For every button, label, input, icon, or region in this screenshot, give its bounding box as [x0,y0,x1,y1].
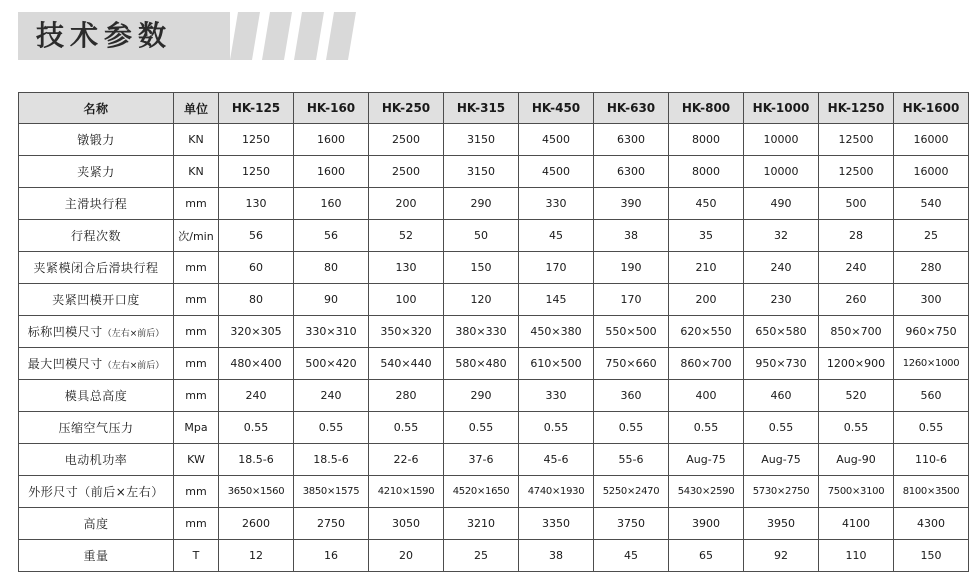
table-cell: 520 [819,380,894,412]
table-cell: 3650×1560 [219,476,294,508]
table-cell: 450 [669,188,744,220]
table-cell: 32 [744,220,819,252]
table-cell: 10000 [744,156,819,188]
table-cell: 22-6 [369,444,444,476]
table-cell: 80 [219,284,294,316]
table-cell: 145 [519,284,594,316]
table-row [19,380,969,412]
table-cell: 400 [669,380,744,412]
table-cell: 350×320 [369,316,444,348]
table-cell: 170 [594,284,669,316]
table-cell: 290 [444,188,519,220]
table-cell: 4100 [819,508,894,540]
table-cell: 0.55 [444,412,519,444]
table-cell: 38 [519,540,594,572]
table-cell: 110 [819,540,894,572]
table-cell: 230 [744,284,819,316]
table-cell: 480×400 [219,348,294,380]
table-cell: 7500×3100 [819,476,894,508]
row-unit: mm [174,348,219,380]
header-cell-model-6: HK-630 [594,93,669,124]
row-unit: KW [174,444,219,476]
table-cell: 550×500 [594,316,669,348]
table-row [19,540,969,572]
table-cell: 1600 [294,124,369,156]
table-cell: 280 [369,380,444,412]
spec-table [18,92,969,572]
table-cell: 100 [369,284,444,316]
table-cell: 1260×1000 [894,348,969,380]
table-cell: 18.5-6 [294,444,369,476]
table-cell: 1250 [219,124,294,156]
table-cell: 20 [369,540,444,572]
table-row [19,444,969,476]
table-row [19,252,969,284]
table-cell: 6300 [594,124,669,156]
header-cell-unit: 单位 [174,93,219,124]
header-cell-model-8: HK-1000 [744,93,819,124]
table-cell: 18.5-6 [219,444,294,476]
table-cell: 130 [219,188,294,220]
page-title: 技术参数 [36,19,173,52]
table-cell: 0.55 [519,412,594,444]
row-label: 高度 [19,508,174,540]
row-unit: Mpa [174,412,219,444]
table-cell: 330×310 [294,316,369,348]
table-cell: 3350 [519,508,594,540]
table-cell: 2500 [369,156,444,188]
table-cell: 200 [669,284,744,316]
table-cell: 25 [894,220,969,252]
row-label: 夹紧力 [19,156,174,188]
table-cell: 0.55 [819,412,894,444]
header-cell-model-9: HK-1250 [819,93,894,124]
table-cell: 240 [294,380,369,412]
table-cell: 360 [594,380,669,412]
spec-table-container [18,92,960,572]
table-cell: 5250×2470 [594,476,669,508]
slash-decoration-icon [230,12,350,60]
table-cell: 170 [519,252,594,284]
table-cell: 8100×3500 [894,476,969,508]
table-cell: Aug-75 [744,444,819,476]
row-label: 夹紧模闭合后滑块行程 [19,252,174,284]
table-cell: 38 [594,220,669,252]
table-cell: 320×305 [219,316,294,348]
table-cell: Aug-75 [669,444,744,476]
table-cell: 35 [669,220,744,252]
table-cell: 2750 [294,508,369,540]
table-row [19,124,969,156]
row-label: 电动机功率 [19,444,174,476]
table-cell: Aug-90 [819,444,894,476]
table-cell: 37-6 [444,444,519,476]
row-unit: 次/min [174,220,219,252]
row-unit: mm [174,380,219,412]
header-cell-model-2: HK-160 [294,93,369,124]
table-cell: 45 [594,540,669,572]
table-cell: 4300 [894,508,969,540]
table-row [19,316,969,348]
table-cell: 8000 [669,124,744,156]
row-unit: mm [174,316,219,348]
table-cell: 380×330 [444,316,519,348]
table-row [19,476,969,508]
row-label: 行程次数 [19,220,174,252]
table-cell: 500 [819,188,894,220]
row-unit: mm [174,252,219,284]
row-label: 模具总高度 [19,380,174,412]
table-cell: 1600 [294,156,369,188]
table-cell: 1200×900 [819,348,894,380]
row-unit: mm [174,284,219,316]
header-cell-model-3: HK-250 [369,93,444,124]
table-cell: 5430×2590 [669,476,744,508]
header-cell-model-4: HK-315 [444,93,519,124]
table-cell: 2500 [369,124,444,156]
table-cell: 3900 [669,508,744,540]
table-cell: 5730×2750 [744,476,819,508]
table-cell: 60 [219,252,294,284]
table-cell: 450×380 [519,316,594,348]
table-cell: 4520×1650 [444,476,519,508]
table-cell: 0.55 [219,412,294,444]
table-cell: 0.55 [594,412,669,444]
table-cell: 610×500 [519,348,594,380]
table-cell: 160 [294,188,369,220]
table-cell: 260 [819,284,894,316]
table-row [19,284,969,316]
table-cell: 150 [894,540,969,572]
table-cell: 4500 [519,124,594,156]
row-label: 镦锻力 [19,124,174,156]
table-cell: 12500 [819,156,894,188]
table-cell: 490 [744,188,819,220]
table-cell: 280 [894,252,969,284]
table-cell: 55-6 [594,444,669,476]
table-cell: 8000 [669,156,744,188]
table-cell: 330 [519,380,594,412]
table-row [19,188,969,220]
table-cell: 92 [744,540,819,572]
row-unit: KN [174,124,219,156]
table-row [19,508,969,540]
row-label: 外形尺寸（前后×左右） [19,476,174,508]
table-cell: 0.55 [369,412,444,444]
table-cell: 2600 [219,508,294,540]
table-cell: 4500 [519,156,594,188]
row-label: 压缩空气压力 [19,412,174,444]
table-row [19,348,969,380]
table-cell: 12 [219,540,294,572]
table-cell: 80 [294,252,369,284]
table-cell: 6300 [594,156,669,188]
table-cell: 960×750 [894,316,969,348]
table-cell: 52 [369,220,444,252]
header-cell-model-1: HK-125 [219,93,294,124]
table-cell: 120 [444,284,519,316]
table-cell: 12500 [819,124,894,156]
table-cell: 300 [894,284,969,316]
table-cell: 850×700 [819,316,894,348]
row-label: 重量 [19,540,174,572]
table-cell: 3210 [444,508,519,540]
table-cell: 10000 [744,124,819,156]
table-cell: 240 [819,252,894,284]
table-cell: 110-6 [894,444,969,476]
table-cell: 3150 [444,156,519,188]
table-cell: 650×580 [744,316,819,348]
header-banner [18,12,348,60]
table-cell: 540 [894,188,969,220]
row-unit: mm [174,188,219,220]
row-label-sub: （左右×前后） [102,361,165,371]
table-cell: 3950 [744,508,819,540]
table-cell: 4210×1590 [369,476,444,508]
table-cell: 240 [744,252,819,284]
table-cell: 190 [594,252,669,284]
table-cell: 56 [219,220,294,252]
table-row [19,220,969,252]
table-cell: 130 [369,252,444,284]
table-cell: 4740×1930 [519,476,594,508]
table-cell: 860×700 [669,348,744,380]
table-cell: 3850×1575 [294,476,369,508]
table-cell: 750×660 [594,348,669,380]
table-cell: 210 [669,252,744,284]
table-cell: 90 [294,284,369,316]
table-cell: 200 [369,188,444,220]
table-cell: 3050 [369,508,444,540]
header-cell-model-10: HK-1600 [894,93,969,124]
table-body [19,124,969,572]
table-cell: 45-6 [519,444,594,476]
table-row [19,156,969,188]
table-cell: 1250 [219,156,294,188]
table-cell: 25 [444,540,519,572]
row-label: 主滑块行程 [19,188,174,220]
row-label: 夹紧凹模开口度 [19,284,174,316]
table-cell: 500×420 [294,348,369,380]
table-header-row [19,93,969,124]
table-cell: 290 [444,380,519,412]
table-cell: 45 [519,220,594,252]
table-cell: 560 [894,380,969,412]
row-label: 标称凹模尺寸（左右×前后） [19,316,174,348]
row-unit: KN [174,156,219,188]
row-unit: mm [174,508,219,540]
table-cell: 950×730 [744,348,819,380]
header-cell-model-5: HK-450 [519,93,594,124]
table-cell: 460 [744,380,819,412]
table-cell: 390 [594,188,669,220]
row-label: 最大凹模尺寸（左右×前后） [19,348,174,380]
header-cell-name: 名称 [19,93,174,124]
table-cell: 0.55 [744,412,819,444]
table-cell: 330 [519,188,594,220]
table-cell: 540×440 [369,348,444,380]
table-cell: 56 [294,220,369,252]
table-cell: 50 [444,220,519,252]
table-cell: 240 [219,380,294,412]
table-cell: 0.55 [894,412,969,444]
table-cell: 0.55 [669,412,744,444]
table-cell: 16000 [894,124,969,156]
table-cell: 3750 [594,508,669,540]
table-cell: 16000 [894,156,969,188]
table-header [19,93,969,124]
table-cell: 580×480 [444,348,519,380]
table-cell: 3150 [444,124,519,156]
table-cell: 65 [669,540,744,572]
table-cell: 16 [294,540,369,572]
table-row [19,412,969,444]
row-unit: T [174,540,219,572]
table-cell: 0.55 [294,412,369,444]
header-cell-model-7: HK-800 [669,93,744,124]
table-cell: 28 [819,220,894,252]
row-label-sub: （左右×前后） [102,329,165,339]
row-unit: mm [174,476,219,508]
table-cell: 620×550 [669,316,744,348]
table-cell: 150 [444,252,519,284]
